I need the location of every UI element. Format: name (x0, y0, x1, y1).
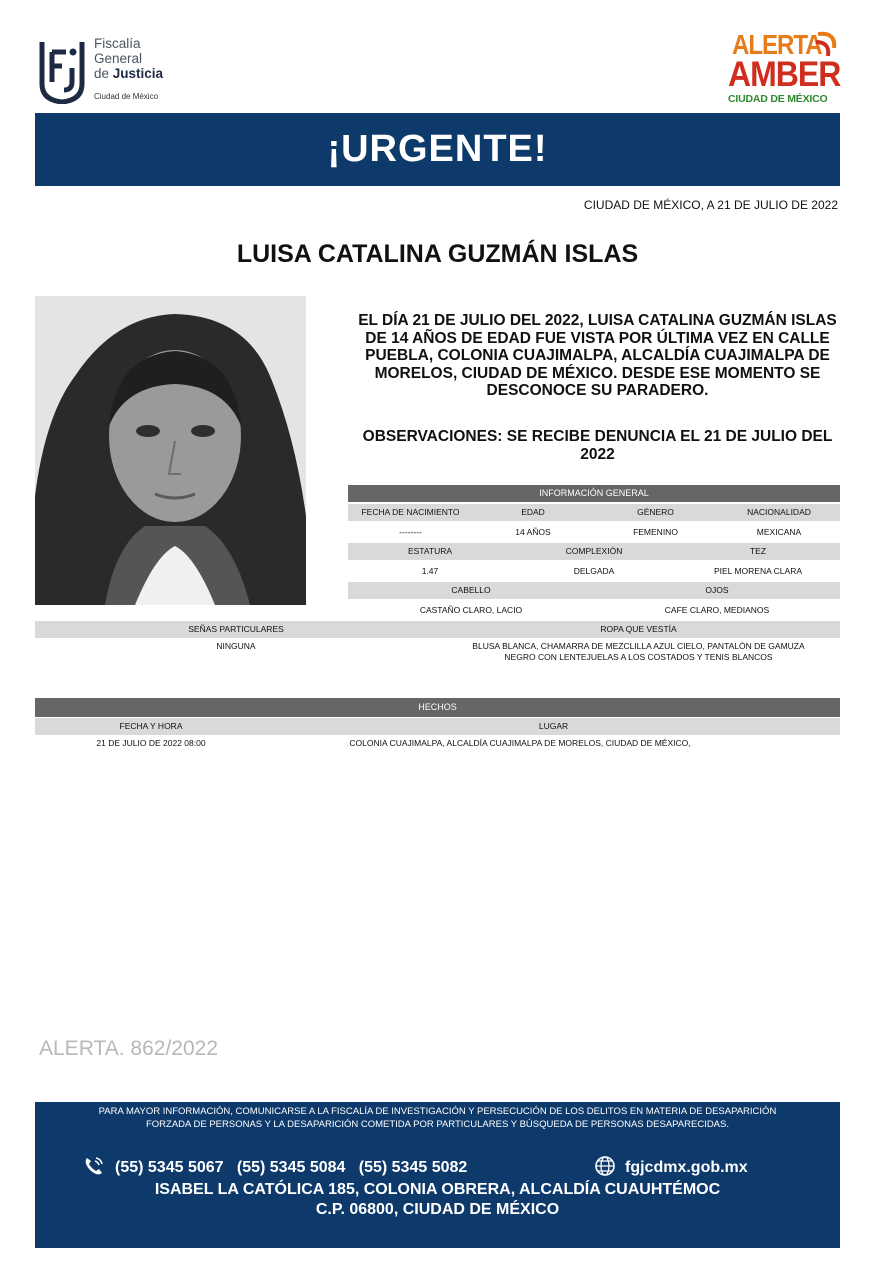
value-place: COLONIA CUAJIMALPA, ALCALDÍA CUAJIMALPA DE MORELOS, CIUDAD DE MÉXICO, (349, 738, 691, 748)
address-line-1: ISABEL LA CATÓLICA 185, COLONIA OBRERA, ALCALDÍA CUAUHTÉMOC (154, 1181, 721, 1198)
fgj-logo (36, 36, 176, 108)
person-photo-illustration (35, 296, 306, 605)
header-nationality: NACIONALIDAD (747, 507, 811, 517)
header-hair: CABELLO (451, 585, 491, 595)
phone-2[interactable]: (55) 5345 5084 (236, 1159, 346, 1176)
info-header-row-1 (348, 504, 840, 521)
footer-info-line-2: FORZADA DE PERSONAS Y LA DESAPARICIÓN COMETIDA POR PARTICULARES Y BÚSQUEDA DE PERSONAS DESAPARECIDAS. (145, 1118, 729, 1130)
phone-icon (83, 1155, 105, 1177)
urgent-banner: ¡URGENTE! (35, 113, 840, 186)
header-eyes: OJOS (705, 585, 729, 595)
header-birthdate: FECHA DE NACIMIENTO (361, 507, 460, 517)
facts-title: HECHOS (35, 698, 840, 717)
person-photo (35, 296, 306, 605)
value-marks: NINGUNA (216, 641, 256, 651)
info-value-row-1 (348, 523, 840, 541)
facts-value-row (35, 736, 840, 750)
person-name: LUISA CATALINA GUZMÁN ISLAS (236, 240, 639, 268)
date-line: CIUDAD DE MÉXICO, A 21 DE JULIO DE 2022 (583, 198, 838, 212)
phone-1[interactable]: (55) 5345 5067 (115, 1159, 224, 1176)
fgj-line-1: Fiscalía (94, 36, 141, 51)
alerta-amber-logo (726, 30, 841, 110)
header-place: LUGAR (538, 721, 569, 731)
info-value-row-2 (348, 562, 840, 580)
phone-3[interactable]: (55) 5345 5082 (358, 1159, 468, 1176)
header-age: EDAD (521, 507, 545, 517)
amber-line-3: CIUDAD DE MÉXICO (728, 93, 828, 105)
info-value-row-3 (348, 601, 840, 619)
description-text: EL DÍA 21 DE JULIO DEL 2022, LUISA CATALINA GUZMÁN ISLAS DE 14 AÑOS DE EDAD FUE VISTA POR ÚLTIMA VEZ EN CALLE PUEBLA, COLONIA CUAJIMALPA, ALCALDÍA CUAJIMALPA DE MORELOS, CIUDAD DE MÉXICO. DESDE ESE MOMENTO SE DESCONOCE SU PARADERO. (358, 312, 837, 399)
header-gender: GÉNERO (637, 507, 674, 517)
value-clothes-line-1: BLUSA BLANCA, CHAMARRA DE MEZCLILLA AZUL CIELO, PANTALÓN DE GAMUZA (472, 641, 805, 651)
fgj-wordmark (94, 36, 163, 104)
value-eyes: CAFE CLARO, MEDIANOS (664, 605, 770, 615)
phone-numbers (115, 1159, 467, 1177)
fgj-city: Ciudad de México (94, 92, 159, 101)
address-line-2: C.P. 06800, CIUDAD DE MÉXICO (315, 1201, 560, 1218)
value-datetime: 21 DE JULIO DE 2022 08:00 (96, 738, 206, 748)
value-build: DELGADA (573, 566, 615, 576)
amber-swirl-icon (814, 30, 840, 62)
footer-panel (35, 1102, 840, 1248)
value-nationality: MEXICANA (756, 527, 802, 537)
website-link[interactable]: fgjcdmx.gob.mx (625, 1159, 748, 1176)
info-header-row-4 (35, 621, 840, 638)
general-info-title: INFORMACIÓN GENERAL (348, 485, 840, 502)
amber-line-1: ALERTA (732, 30, 822, 62)
header-clothes: ROPA QUE VESTÍA (600, 624, 677, 634)
footer-info (35, 1106, 840, 1131)
header-build: COMPLEXIÓN (565, 546, 623, 556)
info-value-row-4 (35, 640, 840, 666)
info-header-row-3 (348, 582, 840, 599)
value-clothes-line-2: NEGRO CON LENTEJUELAS A LOS COSTADOS Y TENIS BLANCOS (504, 652, 773, 662)
info-header-row-2 (348, 543, 840, 560)
alert-number: ALERTA. 862/2022 (39, 1037, 219, 1060)
observations-text: OBSERVACIONES: SE RECIBE DENUNCIA EL 21 DE JULIO DEL 2022 (362, 428, 833, 463)
fgj-emblem-icon (36, 38, 88, 104)
value-age: 14 AÑOS (515, 527, 551, 537)
facts-header-row (35, 718, 840, 735)
value-hair: CASTAÑO CLARO, LACIO (419, 605, 523, 615)
value-gender: FEMENINO (633, 527, 678, 537)
footer-info-line-1: PARA MAYOR INFORMACIÓN, COMUNICARSE A LA FISCALÍA DE INVESTIGACIÓN Y PERSECUCIÓN DE LOS DELITOS EN MATERIA DE DESAPARICIÓN (98, 1106, 777, 1117)
amber-line-2: AMBER (728, 54, 841, 94)
fgj-line-2: General (94, 51, 143, 66)
value-skin: PIEL MORENA CLARA (713, 566, 803, 576)
header-datetime: FECHA Y HORA (119, 721, 183, 731)
fgj-line-3-prefix: de (94, 66, 113, 81)
globe-icon (593, 1154, 617, 1178)
header-height: ESTATURA (407, 546, 453, 556)
header-skin: TEZ (749, 546, 767, 556)
value-height: 1.47 (421, 566, 439, 576)
value-birthdate: -------- (399, 527, 422, 537)
fgj-line-3-strong: Justicia (112, 66, 164, 81)
header-marks: SEÑAS PARTICULARES (188, 624, 284, 634)
